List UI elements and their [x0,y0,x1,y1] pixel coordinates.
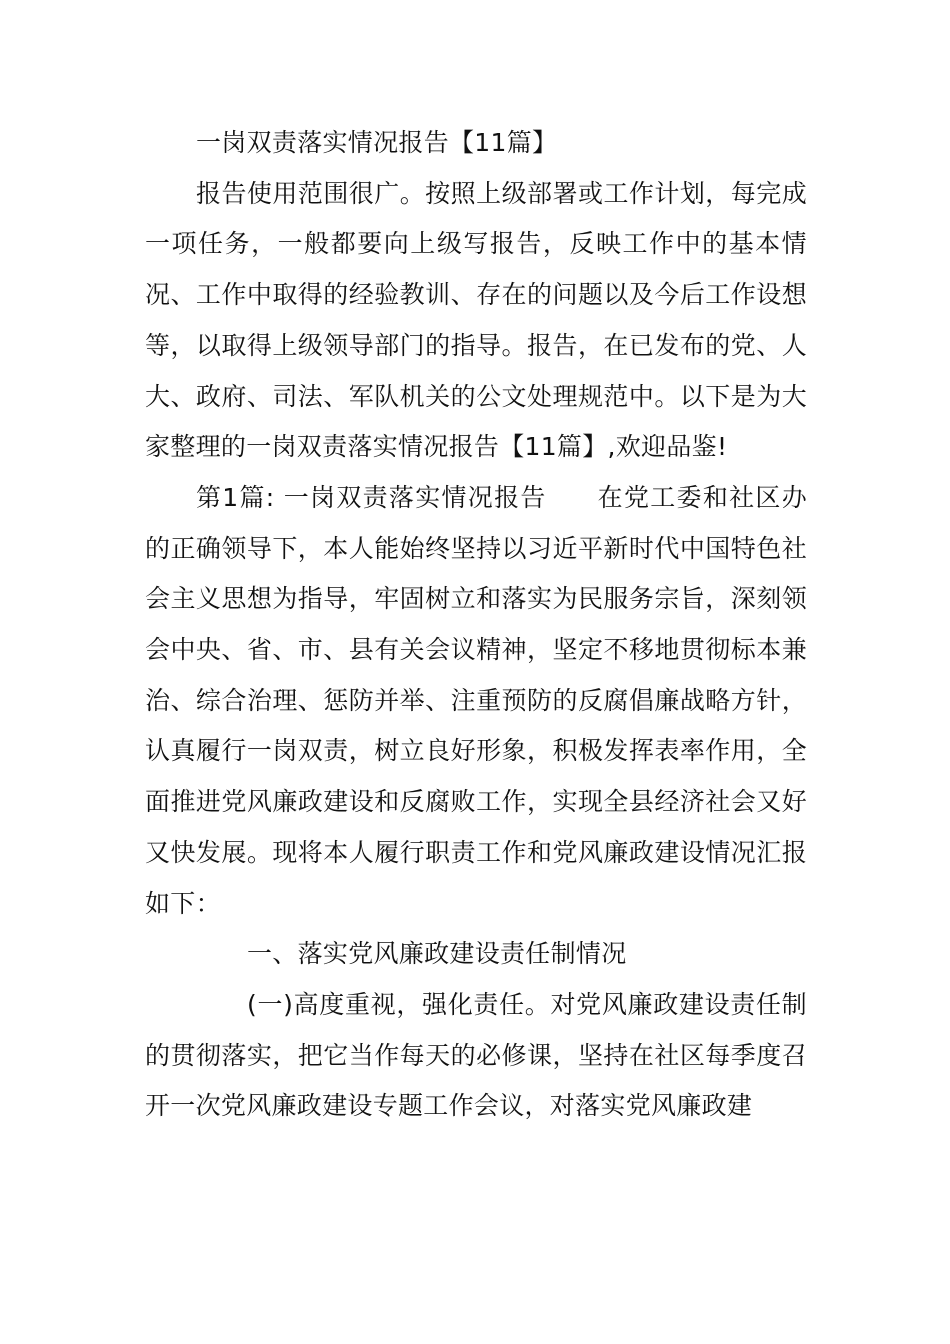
section-1-heading: 一、落实党风廉政建设责任制情况 [247,939,627,969]
article-1-paragraph [145,473,807,929]
document-title: 一岗双责落实情况报告【11篇】 [196,128,558,157]
document-body [145,118,807,1132]
intro-paragraph: 报告使用范围很广。按照上级部署或工作计划，每完成一项任务，一般都要向上级写报告，反映工作中的基本情况、工作中取得的经验教训、存在的问题以及今后工作设想等，以取得上级领导部门的指导。报告，在已发布的党、人大、政府、司法、军队机关的公文处理规范中。以下是为大家整理的一岗双责落实情况报告【11篇】,欢迎品鉴! [145,178,807,462]
section-1-paragraph: (一)高度重视，强化责任。对党风廉政建设责任制的贯彻落实，把它当作每天的必修课，坚持在社区每季度召开一次党风廉政建设专题工作会议，对落实党风廉政建 [145,989,807,1121]
article-1-body: 在党工委和社区办的正确领导下，本人能始终坚持以习近平新时代中国特色社会主义思想为指导，牢固树立和落实为民服务宗旨，深刻领会中央、省、市、县有关会议精神，坚定不移地贯彻标本兼治、综合治理、惩防并举、注重预防的反腐倡廉战略方针，认真履行一岗双责，树立良好形象，积极发挥表率作用，全面推进党风廉政建设和反腐败工作，实现全县经济社会又好又快发展。现将本人履行职责工作和党风廉政建设情况汇报如下： [145,482,808,918]
article-1-heading: 第1篇: 一岗双责落实情况报告 [196,482,547,512]
